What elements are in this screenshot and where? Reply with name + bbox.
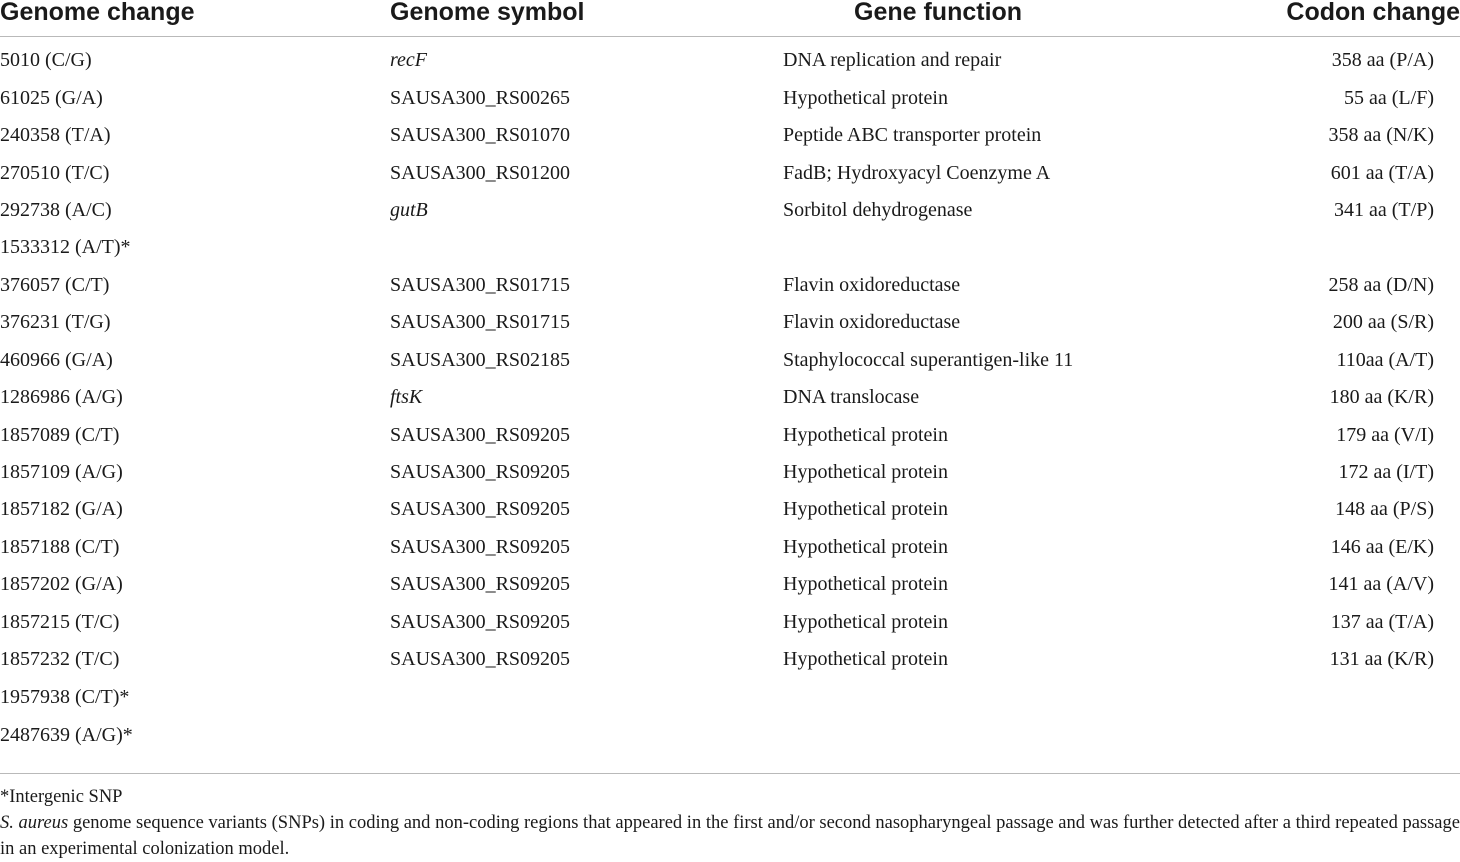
cell-gene-function: Peptide ABC transporter protein xyxy=(783,124,1042,147)
cell-genome-change: 1857232 (T/C) xyxy=(0,648,120,671)
cell-codon-change: 141 aa (A/V) xyxy=(1328,573,1434,596)
table-row xyxy=(0,716,1460,756)
table-row xyxy=(0,604,1460,641)
table-header xyxy=(0,0,1460,37)
cell-codon-change: 148 aa (P/S) xyxy=(1335,498,1434,521)
table-body xyxy=(0,37,1460,756)
table-row xyxy=(0,641,1460,678)
cell-gene-function: Hypothetical protein xyxy=(783,423,948,446)
cell-gene-function: FadB; Hydroxyacyl Coenzyme A xyxy=(783,161,1051,184)
cell-genome-change: 5010 (C/G) xyxy=(0,49,92,72)
cell-genome-symbol: SAUSA300_RS09205 xyxy=(390,535,571,558)
cell-codon-change xyxy=(1233,716,1460,756)
cell-genome-symbol: SAUSA300_RS01200 xyxy=(390,161,571,184)
cell-genome-change: 2487639 (A/G)* xyxy=(0,724,133,747)
table-row xyxy=(0,491,1460,528)
header-codon-change: Codon change xyxy=(1233,0,1460,37)
cell-genome-change: 1857109 (A/G) xyxy=(0,461,123,484)
cell-gene-function: Hypothetical protein xyxy=(783,86,948,109)
cell-genome-change: 460966 (G/A) xyxy=(0,348,113,371)
cell-genome-symbol xyxy=(390,229,783,266)
cell-genome-change: 1857202 (G/A) xyxy=(0,573,123,596)
footnote-intergenic: *Intergenic SNP xyxy=(0,787,123,807)
cell-genome-symbol: SAUSA300_RS09205 xyxy=(390,573,571,596)
caption-text: genome sequence variants (SNPs) in coding and non-coding regions that appeared in the first and/or second nasopharyngeal passage and was further detected after a third repeated passage in an experimental colonization model. xyxy=(0,813,1460,859)
cell-codon-change: 179 aa (V/I) xyxy=(1336,423,1434,446)
cell-codon-change: 131 aa (K/R) xyxy=(1329,648,1434,671)
table-row xyxy=(0,454,1460,491)
cell-gene-function xyxy=(783,678,1233,715)
cell-gene-function: DNA replication and repair xyxy=(783,49,1002,72)
header-gene-function: Gene function xyxy=(783,0,1233,37)
table-row xyxy=(0,154,1460,191)
cell-gene-function xyxy=(783,716,1233,756)
cell-genome-symbol: SAUSA300_RS02185 xyxy=(390,348,571,371)
table-row xyxy=(0,379,1460,416)
cell-codon-change: 200 aa (S/R) xyxy=(1332,311,1434,334)
cell-codon-change: 137 aa (T/A) xyxy=(1330,610,1434,633)
table-row xyxy=(0,304,1460,341)
cell-genome-symbol xyxy=(390,678,783,715)
table-row xyxy=(0,192,1460,229)
cell-gene-function: Sorbitol dehydrogenase xyxy=(783,198,973,221)
cell-genome-change: 376057 (C/T) xyxy=(0,273,110,296)
cell-genome-change: 1286986 (A/G) xyxy=(0,386,123,409)
cell-gene-function: Hypothetical protein xyxy=(783,573,948,596)
table-row xyxy=(0,267,1460,304)
cell-genome-change: 1857182 (G/A) xyxy=(0,498,123,521)
header-genome-change: Genome change xyxy=(0,0,390,37)
cell-genome-symbol: SAUSA300_RS00265 xyxy=(390,86,571,109)
cell-genome-symbol xyxy=(390,716,783,756)
cell-gene-function: Hypothetical protein xyxy=(783,535,948,558)
cell-genome-symbol: SAUSA300_RS01715 xyxy=(390,273,571,296)
caption-species: S. aureus xyxy=(0,813,69,833)
cell-gene-function: Hypothetical protein xyxy=(783,648,948,671)
cell-codon-change xyxy=(1233,678,1460,715)
cell-codon-change: 172 aa (I/T) xyxy=(1338,461,1434,484)
cell-genome-symbol: ftsK xyxy=(390,386,423,409)
cell-genome-symbol: SAUSA300_RS09205 xyxy=(390,610,571,633)
cell-genome-change: 376231 (T/G) xyxy=(0,311,111,334)
cell-gene-function: Hypothetical protein xyxy=(783,610,948,633)
cell-codon-change: 341 aa (T/P) xyxy=(1334,198,1434,221)
cell-codon-change: 146 aa (E/K) xyxy=(1330,535,1434,558)
table-row xyxy=(0,37,1460,80)
cell-gene-function: Staphylococcal superantigen-like 11 xyxy=(783,348,1074,371)
cell-codon-change: 110aa (A/T) xyxy=(1336,348,1434,371)
table-row xyxy=(0,566,1460,603)
table-row xyxy=(0,529,1460,566)
cell-genome-symbol: SAUSA300_RS09205 xyxy=(390,498,571,521)
cell-genome-change: 1857215 (T/C) xyxy=(0,610,120,633)
cell-genome-change: 1957938 (C/T)* xyxy=(0,685,130,708)
cell-genome-symbol: gutB xyxy=(390,198,428,221)
cell-genome-symbol: recF xyxy=(390,49,428,72)
cell-gene-function: Flavin oxidoreductase xyxy=(783,273,961,296)
cell-genome-change: 292738 (A/C) xyxy=(0,198,112,221)
table-row xyxy=(0,79,1460,116)
cell-genome-symbol: SAUSA300_RS09205 xyxy=(390,461,571,484)
table-row xyxy=(0,229,1460,266)
cell-gene-function: Hypothetical protein xyxy=(783,498,948,521)
cell-genome-change: 1857089 (C/T) xyxy=(0,423,120,446)
cell-genome-change: 1857188 (C/T) xyxy=(0,535,120,558)
cell-codon-change: 358 aa (N/K) xyxy=(1328,124,1434,147)
cell-genome-symbol: SAUSA300_RS09205 xyxy=(390,423,571,446)
cell-genome-symbol: SAUSA300_RS01070 xyxy=(390,124,571,147)
cell-codon-change xyxy=(1233,229,1460,266)
cell-gene-function: Flavin oxidoreductase xyxy=(783,311,961,334)
cell-gene-function: DNA translocase xyxy=(783,386,920,409)
cell-gene-function xyxy=(783,229,1233,266)
cell-genome-symbol: SAUSA300_RS01715 xyxy=(390,311,571,334)
cell-genome-change: 240358 (T/A) xyxy=(0,124,111,147)
cell-genome-change: 61025 (G/A) xyxy=(0,86,103,109)
cell-codon-change: 55 aa (L/F) xyxy=(1344,86,1434,109)
table-row xyxy=(0,342,1460,379)
table-row xyxy=(0,678,1460,715)
header-genome-symbol: Genome symbol xyxy=(390,0,783,37)
cell-codon-change: 258 aa (D/N) xyxy=(1328,273,1434,296)
cell-genome-change: 1533312 (A/T)* xyxy=(0,236,131,259)
header-row xyxy=(0,0,1460,37)
table-caption xyxy=(0,810,1460,862)
table-row xyxy=(0,117,1460,154)
table-row xyxy=(0,416,1460,453)
cell-genome-symbol: SAUSA300_RS09205 xyxy=(390,648,571,671)
cell-codon-change: 180 aa (K/R) xyxy=(1329,386,1434,409)
cell-genome-change: 270510 (T/C) xyxy=(0,161,110,184)
cell-codon-change: 601 aa (T/A) xyxy=(1330,161,1434,184)
table-footer xyxy=(0,773,1460,862)
cell-codon-change: 358 aa (P/A) xyxy=(1331,49,1434,72)
cell-gene-function: Hypothetical protein xyxy=(783,461,948,484)
